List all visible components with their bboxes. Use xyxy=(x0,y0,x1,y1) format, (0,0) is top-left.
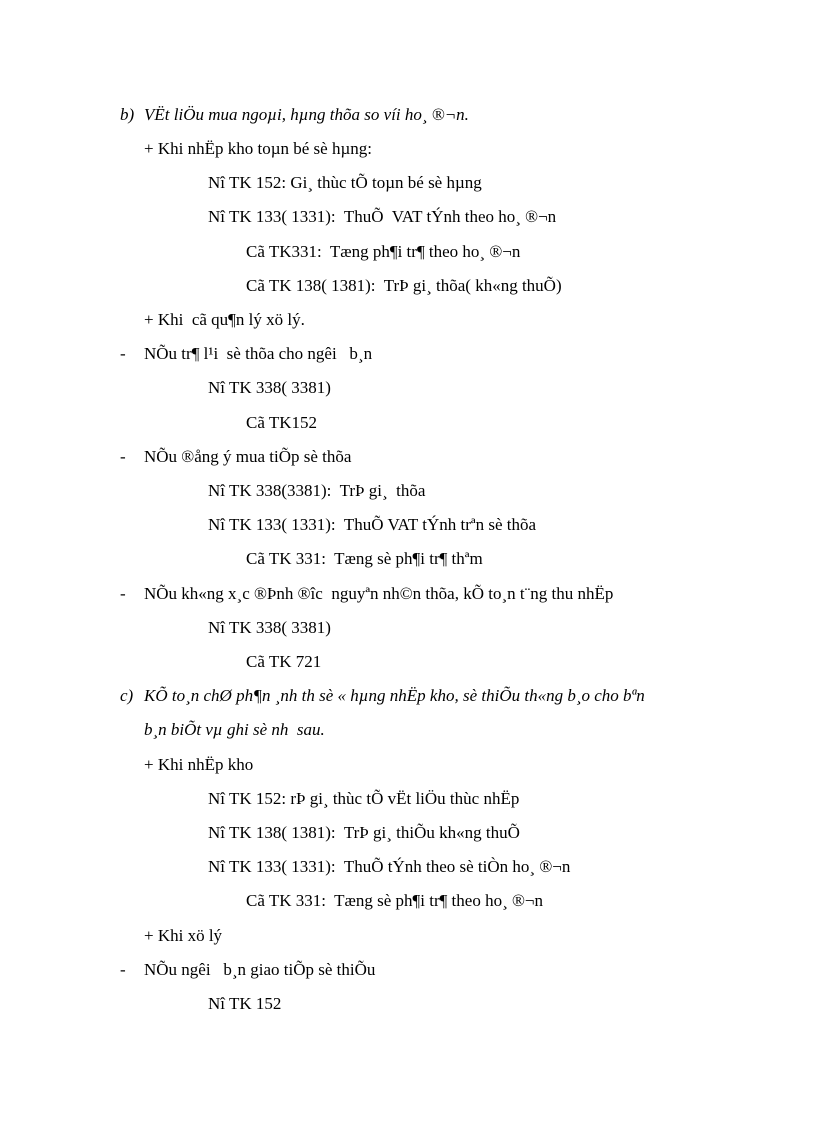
text-line: Cã TK152 xyxy=(246,413,317,432)
text-line: NÕu tr¶ l¹i sè thõa cho ngêi b¸n xyxy=(144,344,373,363)
text-line: Nî TK 152 xyxy=(208,994,282,1013)
section-heading-c-continued: b¸n biÕt vµ ghi sè nh sau. xyxy=(144,720,325,739)
list-marker-dash: - xyxy=(120,344,126,363)
text-line: NÕu ®ång ý mua tiÕp sè thõa xyxy=(144,447,352,466)
text-line: NÕu kh«ng x¸c ®Þnh ®îc nguyªn nh©n thõa, kÕ to¸n t¨ng thu nhËp xyxy=(144,584,614,603)
text-line: Nî TK 133( 1331): ThuÕ tÝnh theo sè tiÒn ho¸ ®¬n xyxy=(208,857,571,876)
text-line: Nî TK 152: rÞ gi¸ thùc tÕ vËt liÖu thùc nhËp xyxy=(208,789,520,808)
section-heading-c: KÕ to¸n chØ ph¶n ¸nh th sè « hµng nhËp kho, sè thiÕu th«ng b¸o cho bªn xyxy=(144,686,645,705)
text-line: Nî TK 133( 1331): ThuÕ VAT tÝnh trªn sè thõa xyxy=(208,515,537,534)
text-line: Cã TK 331: Tæng sè ph¶i tr¶ thªm xyxy=(246,549,483,568)
section-heading-b: VËt liÖu mua ngoµi, hµng thõa so víi ho¸ ®¬n. xyxy=(144,105,469,124)
text-line: Nî TK 133( 1331): ThuÕ VAT tÝnh theo ho¸ ®¬n xyxy=(208,207,557,226)
text-line: + Khi xö lý xyxy=(144,926,223,945)
text-line: Nî TK 138( 1381): TrÞ gi¸ thiÕu kh«ng thuÕ xyxy=(208,823,520,842)
list-marker-c: c) xyxy=(120,686,134,705)
text-line: Nî TK 338( 3381) xyxy=(208,378,331,397)
text-line: Cã TK 331: Tæng sè ph¶i tr¶ theo ho¸ ®¬n xyxy=(246,891,543,910)
text-line: Nî TK 338(3381): TrÞ gi¸ thõa xyxy=(208,481,426,500)
list-marker-dash: - xyxy=(120,584,126,603)
list-marker-b: b) xyxy=(120,105,135,124)
text-line: Nî TK 152: Gi¸ thùc tÕ toµn bé sè hµng xyxy=(208,173,482,192)
list-marker-dash: - xyxy=(120,960,126,979)
text-line: + Khi nhËp kho xyxy=(144,755,254,774)
text-line: Cã TK 138( 1381): TrÞ gi¸ thõa( kh«ng thuÕ) xyxy=(246,276,562,295)
text-line: Cã TK331: Tæng ph¶i tr¶ theo ho¸ ®¬n xyxy=(246,242,521,261)
text-line: NÕu ngêi b¸n giao tiÕp sè thiÕu xyxy=(144,960,376,979)
text-line: + Khi nhËp kho toµn bé sè hµng: xyxy=(144,139,372,158)
text-line: + Khi cã qu¶n lý xö lý. xyxy=(144,310,305,329)
text-line: Nî TK 338( 3381) xyxy=(208,618,331,637)
text-line: Cã TK 721 xyxy=(246,652,322,671)
list-marker-dash: - xyxy=(120,447,126,466)
